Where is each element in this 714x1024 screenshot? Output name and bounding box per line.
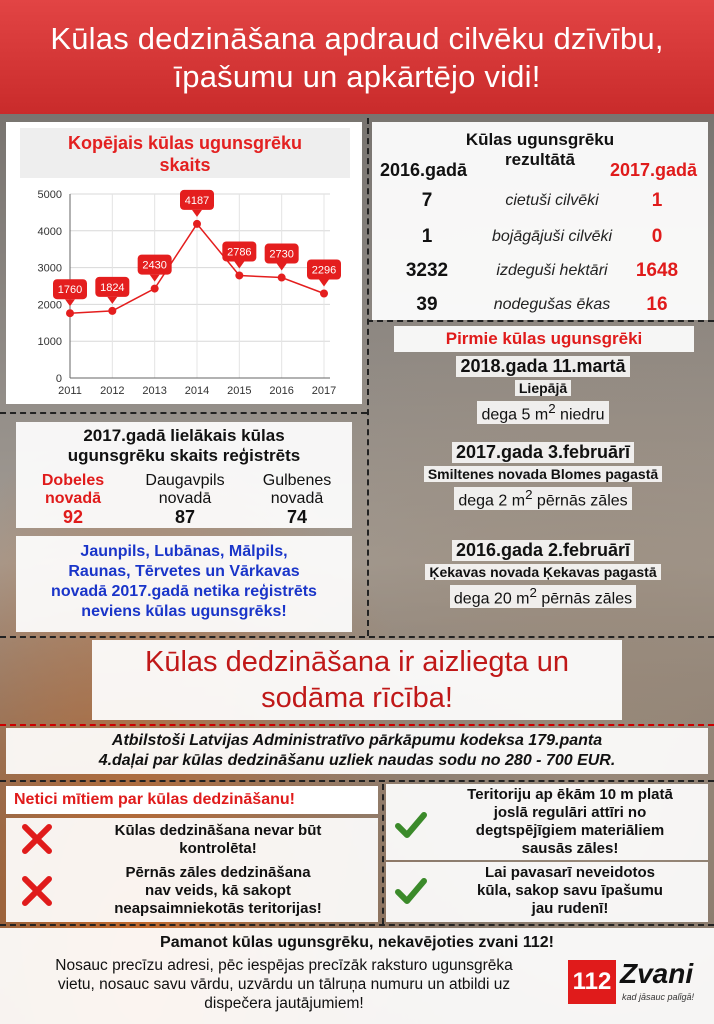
fire-desc-text: dega 5 m xyxy=(481,406,549,424)
divider-vertical-myths xyxy=(382,784,384,924)
results-row xyxy=(372,190,708,220)
largest-counts-title xyxy=(16,426,352,466)
myth-line: Pērnās zāles dedzināšana xyxy=(125,864,311,881)
no-fires-line: Jaunpils, Lubānas, Mālpils, xyxy=(80,543,288,560)
county-value: 87 xyxy=(174,507,196,527)
data-label-pointer xyxy=(107,297,117,304)
divider-middle xyxy=(0,636,714,638)
fact-line: jau rudenī! xyxy=(531,900,609,917)
logo-number: 112 xyxy=(568,960,616,1004)
county-suffix: novadā xyxy=(44,490,101,507)
results-label: cietuši cilvēki xyxy=(505,192,599,209)
fire-date: 2016.gada 2.februārī xyxy=(452,540,634,561)
largest-title-line1: 2017.gadā lielākais kūlas xyxy=(83,426,285,445)
county-name: Gulbenes xyxy=(262,472,332,489)
myth-item xyxy=(6,818,378,862)
fire-place: Liepājā xyxy=(515,380,571,396)
x-tick-label: 2014 xyxy=(184,385,210,397)
fire-desc-text: dega 20 m xyxy=(453,590,530,608)
fact-line: degtspējīgiem materiāliem xyxy=(475,822,665,839)
fire-desc-text: pērnās zāles xyxy=(536,590,633,608)
chart-panel xyxy=(6,122,362,404)
no-fires-line: novadā 2017.gadā netika reģistrēts xyxy=(51,583,317,600)
results-value-right: 16 xyxy=(646,294,668,315)
data-label: 1824 xyxy=(100,281,125,294)
fact-line: kūla, sakop savu īpašumu xyxy=(477,882,663,899)
myth-item xyxy=(6,862,378,922)
y-tick-label: 2000 xyxy=(37,299,62,312)
law-line2: 4.daļai par kūlas dedzināšanu uzliek naudas sodu no 280 - 700 EUR. xyxy=(98,752,616,769)
no-fires-line: Raunas, Tērvetes un Vārkavas xyxy=(68,563,300,580)
header-title-line1: Kūlas dedzināšana apdraud cilvēku dzīvību, xyxy=(50,21,664,56)
myth-text xyxy=(68,864,368,918)
county-suffix: novadā xyxy=(270,490,324,507)
divider-red xyxy=(0,724,714,726)
fire-desc-text: niedru xyxy=(555,406,605,424)
data-point xyxy=(66,309,74,317)
myth-line: nav veids, kā sakopt xyxy=(145,882,291,899)
divider-law-bottom xyxy=(0,780,714,782)
data-point xyxy=(278,274,286,282)
fire-desc-sup: 2 xyxy=(548,401,556,416)
results-value-left: 39 xyxy=(416,294,438,315)
data-point xyxy=(193,220,201,228)
footer xyxy=(0,928,714,1024)
data-label: 2430 xyxy=(142,259,167,272)
results-value-left: 3232 xyxy=(405,260,449,281)
fire-description xyxy=(450,585,636,608)
results-label: bojāgājuši cilvēki xyxy=(491,228,613,245)
fire-desc-text: dega 2 m xyxy=(458,492,526,510)
myth-line: neapsaimniekotās teritorijas! xyxy=(114,900,322,917)
fire-description xyxy=(454,487,631,510)
results-value-right: 1 xyxy=(651,190,663,211)
page-header xyxy=(0,0,714,114)
myth-line: Kūlas dedzināšana nevar būt xyxy=(114,822,322,839)
data-label: 1760 xyxy=(57,284,83,297)
cross-icon xyxy=(20,874,54,908)
county-suffix: novadā xyxy=(158,490,212,507)
results-value-left: 7 xyxy=(421,190,433,211)
data-label-pointer xyxy=(319,280,329,287)
data-label: 2786 xyxy=(227,246,252,259)
footer-title: Pamanot kūlas ugunsgrēku, nekavējoties zvani 112! xyxy=(160,934,554,951)
county-name: Daugavpils xyxy=(145,472,225,489)
fire-desc-sup: 2 xyxy=(529,585,537,600)
results-row xyxy=(372,226,708,256)
footer-line: vietu, nosauc savu vārdu, uzvārdu un tālruņa numuru un atbildi uz xyxy=(57,976,511,993)
results-title-line1: Kūlas ugunsgrēku xyxy=(465,130,615,149)
logo-tagline: kad jāsauc palīgā! xyxy=(622,992,695,1002)
results-label: nodegušas ēkas xyxy=(493,296,611,313)
data-label: 2730 xyxy=(269,248,294,261)
logo-name: Zvani xyxy=(620,958,694,989)
x-tick-label: 2015 xyxy=(227,385,252,397)
zvani-112-logo xyxy=(568,956,708,1014)
fire-date: 2018.gada 11.martā xyxy=(456,356,629,377)
data-label-pointer xyxy=(277,264,287,271)
footer-text xyxy=(2,956,566,1013)
y-tick-label: 0 xyxy=(55,373,62,385)
fire-desc-sup: 2 xyxy=(525,487,533,502)
results-title-line2: rezultātā xyxy=(505,150,575,169)
results-value-right: 0 xyxy=(651,226,663,247)
data-point xyxy=(108,307,116,315)
myth-text xyxy=(68,822,368,858)
law-line1: Atbilstoši Latvijas Administratīvo pārkāpumu kodeksa 179.panta xyxy=(111,732,603,749)
data-label: 2296 xyxy=(311,264,337,277)
fire-entry xyxy=(390,442,696,510)
y-tick-label: 5000 xyxy=(37,189,62,201)
fact-item xyxy=(386,784,708,860)
fire-place: Smiltenes novada Blomes pagastā xyxy=(424,466,662,482)
county-dobeles xyxy=(18,472,128,526)
data-label-pointer xyxy=(150,275,160,282)
x-tick-label: 2011 xyxy=(58,385,82,397)
data-point xyxy=(235,271,243,279)
divider-chart-bottom xyxy=(0,412,367,414)
county-name: Dobeles xyxy=(41,472,105,489)
header-title-line2: īpašumu un apkārtējo vidi! xyxy=(173,59,541,94)
fire-place: Ķekavas novada Ķekavas pagastā xyxy=(425,564,660,580)
county-value: 92 xyxy=(62,507,84,527)
largest-counts-box xyxy=(16,422,352,528)
footer-line: Nosauc precīzu adresi, pēc iespējas precīzāk raksturo ugunsgrēka xyxy=(55,957,513,974)
y-tick-label: 1000 xyxy=(37,336,62,349)
largest-title-line2: ugunsgrēku skaits reģistrēts xyxy=(67,446,301,465)
x-tick-label: 2016 xyxy=(269,385,294,397)
x-tick-label: 2012 xyxy=(100,385,125,397)
divider-vertical-top xyxy=(367,118,369,636)
fact-line: joslā regulāri attīri no xyxy=(493,804,647,821)
law-notice xyxy=(6,728,708,774)
results-value-right: 1648 xyxy=(635,260,679,281)
fact-line: Lai pavasarī neveidotos xyxy=(484,864,656,881)
line-chart xyxy=(6,122,362,404)
results-label: izdeguši hektāri xyxy=(496,262,608,279)
fact-text xyxy=(436,864,704,918)
county-daugavpils xyxy=(130,472,240,526)
largest-counts-panel xyxy=(6,418,362,634)
results-row xyxy=(372,260,708,290)
divider-footer-top xyxy=(0,924,714,926)
results-year-left: 2016.gadā xyxy=(380,160,468,180)
fire-description xyxy=(477,401,608,424)
data-label-pointer xyxy=(192,210,202,217)
ban-line1: Kūlas dedzināšana ir aizliegta un xyxy=(145,646,569,678)
results-value-left: 1 xyxy=(421,226,433,247)
data-label: 4187 xyxy=(184,194,210,207)
fact-text xyxy=(436,786,704,858)
county-gulbenes xyxy=(242,472,352,526)
checkmark-icon xyxy=(394,876,428,906)
first-fires-panel xyxy=(372,324,708,634)
ban-banner xyxy=(92,640,622,720)
fire-desc-text: pērnās zāles xyxy=(532,492,628,510)
first-fires-title: Pirmie kūlas ugunsgrēki xyxy=(394,326,694,352)
chart-title-line2: skaits xyxy=(159,155,211,175)
y-tick-label: 4000 xyxy=(37,225,62,238)
results-year-right: 2017.gadā xyxy=(610,160,698,180)
data-label-pointer xyxy=(65,299,75,306)
fact-line: Teritoriju ap ēkām 10 m platā xyxy=(467,786,673,803)
myth-line: kontrolēta! xyxy=(179,840,257,857)
fact-item xyxy=(386,862,708,922)
data-point xyxy=(151,285,159,293)
x-tick-label: 2013 xyxy=(142,385,167,397)
x-tick-label: 2017 xyxy=(311,385,337,397)
fire-entry xyxy=(390,356,696,424)
fact-line: sausās zāles! xyxy=(521,840,619,857)
no-fires-line: neviens kūlas ugunsgrēks! xyxy=(81,603,287,620)
results-row xyxy=(372,294,708,324)
no-fires-notice xyxy=(16,536,352,632)
footer-line: dispečera jautājumiem! xyxy=(204,995,364,1012)
ban-line2: sodāma rīcība! xyxy=(261,682,453,714)
cross-icon xyxy=(20,822,54,856)
county-value: 74 xyxy=(286,507,308,527)
y-tick-label: 3000 xyxy=(37,262,62,275)
checkmark-icon xyxy=(394,810,428,840)
results-panel xyxy=(372,122,708,320)
data-point xyxy=(320,290,328,298)
fire-entry xyxy=(390,540,696,608)
myths-title: Netici mītiem par kūlas dedzināšanu! xyxy=(6,786,378,814)
fire-date: 2017.gada 3.februārī xyxy=(452,442,634,463)
chart-title-line1: Kopējais kūlas ugunsgrēku xyxy=(67,133,303,153)
